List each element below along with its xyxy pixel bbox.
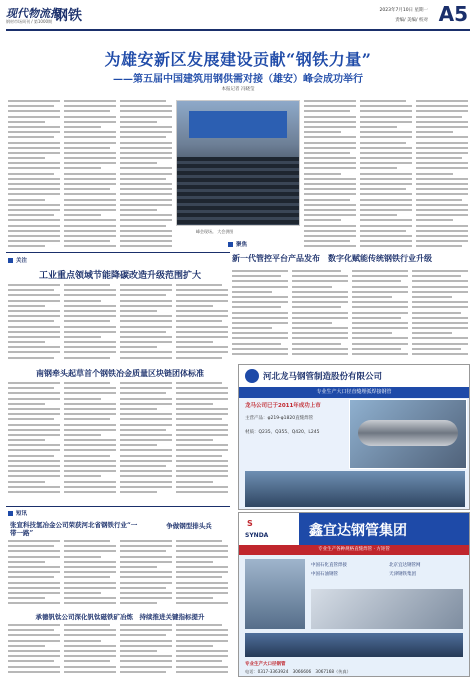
ad-synda-pipes-photo: [311, 589, 463, 629]
ad-longma-company: 河北龙马钢管制造股份有限公司: [263, 372, 383, 382]
bottom2-text-col-1: [8, 624, 60, 678]
photo-stage-screen: [189, 111, 287, 138]
bottom-text-col-4: [176, 540, 228, 608]
bottom-text-col-2: [64, 540, 116, 608]
focus-text-col-4: [412, 270, 468, 360]
header-editor: 责编/ 美编/ 校对: [395, 18, 428, 23]
bottom-kicker-label: 短讯: [16, 511, 28, 517]
lead-text-col-4: [304, 100, 356, 250]
bottom2-text-col-2: [64, 624, 116, 678]
ad-synda-photo-left: [245, 559, 305, 629]
left-text-col-1: [8, 284, 60, 364]
header-date: 2023年7月10日 星期一: [379, 8, 428, 13]
left-text-col-2: [64, 284, 116, 364]
left-text-col-3: [120, 284, 172, 364]
ad-longma-products: 主营产品：φ219-φ1820直缝焊管: [245, 416, 314, 421]
kicker-square-icon: [8, 511, 13, 516]
ad-synda-product-line: 专业生产大口径钢管: [245, 662, 286, 667]
masthead-name: 现代物流报: [6, 7, 61, 20]
ad-synda: [238, 512, 470, 677]
ad-longma: [238, 364, 470, 510]
lead-photo: [176, 100, 300, 226]
bottom2-text-col-4: [176, 624, 228, 678]
kicker-square-icon: [228, 242, 233, 247]
masthead-rule: [6, 29, 470, 31]
ad-longma-steel: 材质：Q235、Q355、Q420、L245: [245, 430, 320, 435]
lead-photo-caption: 峰会现场。 大会供图: [196, 229, 234, 234]
synda-logo-icon: S: [247, 519, 253, 528]
page-number: A5: [438, 2, 468, 26]
pipe-shape: [358, 420, 458, 446]
ad-longma-plant-photo: [245, 471, 465, 507]
ad-synda-item3: 中国石油钢管: [311, 572, 338, 577]
bottom-text-col-1: [8, 540, 60, 608]
ad-synda-slogan: 专业生产各种规格直缝焊管 · 方矩管: [239, 545, 469, 555]
bottom-text-col-3: [120, 540, 172, 608]
bottom-headline-2: 承德钒钛公司深化钒钛磁铁矿冶炼 持续推进关键指标提升: [35, 613, 205, 621]
bottom-rule: [6, 506, 230, 507]
lead-text-col-1: [8, 100, 60, 250]
longma-logo-icon: [245, 369, 259, 383]
ad-synda-header: [239, 513, 469, 545]
ad-longma-header: [239, 365, 469, 387]
ad-synda-list: [311, 561, 347, 579]
section-name: 钢铁: [54, 8, 82, 24]
left2-text-col-1: [8, 382, 60, 502]
kicker-square-icon: [8, 258, 13, 263]
bottom-kicker: [8, 509, 27, 517]
left2-text-col-3: [120, 382, 172, 502]
lead-text-col-2: [64, 100, 116, 250]
left-block-rule: [6, 252, 230, 253]
focus-kicker-label: 聚焦: [236, 242, 248, 248]
ad-synda-item4: 天津钢铁集团: [389, 572, 416, 577]
ad-synda-phone: 电话：0317-3363924 3066606 3067168（传真）: [245, 669, 351, 674]
photo-audience: [177, 157, 299, 225]
lead-text-col-6: [416, 100, 468, 250]
ad-synda-brand: SYNDA: [245, 532, 269, 539]
left-headline-1: 工业重点领域节能降碳改造升级范围扩大: [38, 271, 201, 281]
focus-kicker: [228, 240, 247, 248]
ad-longma-tagline: 专业生产大口径直缝埋弧焊接钢管: [239, 387, 469, 398]
focus-headline: 新一代管控平台产品发布 数字化赋能传统钢铁行业升级: [232, 253, 432, 263]
left-text-col-4: [176, 284, 228, 364]
bottom-headline-1: 张宣科技氢冶金公司荣获河北省钢铁行业“一带一路”: [10, 521, 138, 537]
left-headline-2: 南钢牵头起草首个钢铁冶金质量区块链团体标准: [36, 368, 204, 378]
lead-byline: 本报记者 冯晓莹: [221, 87, 255, 92]
focus-text-col-1: [232, 270, 288, 360]
bottom-headline-1b: 争做钢型排头兵: [166, 522, 212, 530]
left2-text-col-4: [176, 382, 228, 502]
lead-text-col-5: [360, 100, 412, 250]
focus-text-col-3: [352, 270, 408, 360]
lead-subhead: ——第五届中国建筑用钢供需对接（雄安）峰会成功举行: [113, 74, 363, 85]
focus-text-col-2: [292, 270, 348, 360]
lead-headline: 为雄安新区发展建设贡献“钢铁力量”: [104, 50, 372, 69]
ad-longma-pipe-photo: [349, 399, 467, 469]
ad-longma-founded: 龙马公司已于2011年成功上市: [245, 403, 321, 409]
left-kicker: [8, 256, 27, 264]
ad-synda-item1: 中国石化直管焊接: [311, 563, 347, 568]
bottom2-text-col-3: [120, 624, 172, 678]
ad-synda-plant-photo: [245, 633, 463, 657]
masthead-sub: 钢材市场周刊 / 第1000期: [6, 19, 53, 24]
lead-text-col-3: [120, 100, 172, 250]
left2-text-col-2: [64, 382, 116, 502]
ad-synda-company: 鑫宜达钢管集团: [309, 523, 407, 539]
ad-synda-item2: 北京宜达钢管网: [389, 563, 421, 568]
ad-synda-list-2: [389, 561, 421, 579]
left-kicker-label: 关注: [16, 258, 28, 264]
